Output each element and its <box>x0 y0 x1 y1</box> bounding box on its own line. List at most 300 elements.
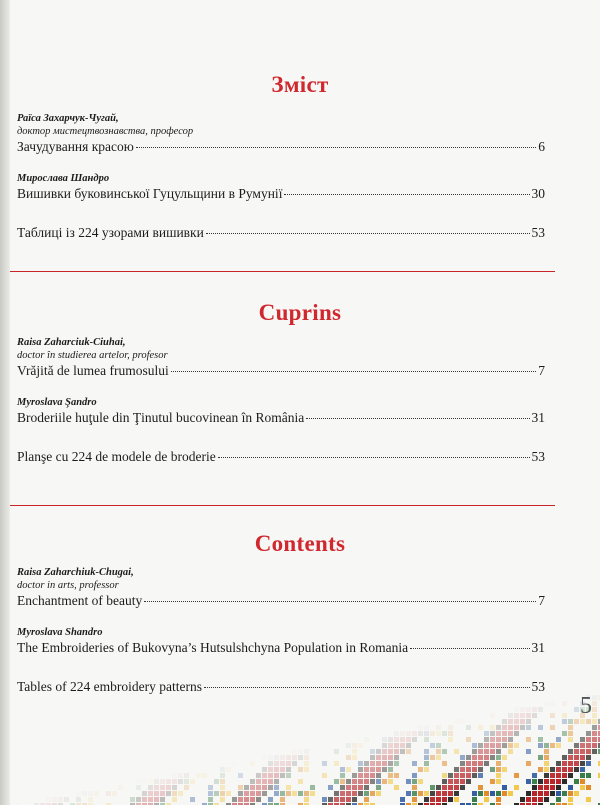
stitch-cell <box>376 749 381 754</box>
stitch-cell <box>484 797 489 802</box>
stitch-cell <box>352 749 357 754</box>
stitch-cell <box>190 779 195 784</box>
stitch-cell <box>478 767 483 772</box>
stitch-cell <box>394 761 399 766</box>
stitch-cell <box>496 749 501 754</box>
stitch-cell <box>400 731 405 736</box>
toc-line[interactable] <box>17 138 545 156</box>
stitch-cell <box>586 797 591 802</box>
toc-entry <box>0 396 600 427</box>
stitch-cell <box>472 767 477 772</box>
stitch-cell <box>328 797 333 802</box>
stitch-cell <box>136 785 141 790</box>
stitch-cell <box>172 785 177 790</box>
stitch-cell <box>478 755 483 760</box>
stitch-cell <box>436 785 441 790</box>
stitch-cell <box>256 785 261 790</box>
stitch-cell <box>562 779 567 784</box>
stitch-cell <box>544 767 549 772</box>
stitch-cell <box>526 761 531 766</box>
stitch-cell <box>280 797 285 802</box>
stitch-cell <box>520 725 525 730</box>
toc-line[interactable] <box>17 185 545 203</box>
stitch-cell <box>382 749 387 754</box>
stitch-cell <box>550 713 555 718</box>
stitch-cell <box>286 773 291 778</box>
stitch-cell <box>574 779 579 784</box>
stitch-cell <box>586 695 591 700</box>
stitch-cell <box>256 797 261 802</box>
stitch-cell <box>580 779 585 784</box>
dot-leader <box>171 371 536 372</box>
stitch-cell <box>526 779 531 784</box>
stitch-cell <box>490 743 495 748</box>
entry-author: Myroslava Shandro <box>17 627 103 638</box>
stitch-cell <box>382 779 387 784</box>
stitch-cell <box>358 791 363 796</box>
stitch-cell <box>514 731 519 736</box>
stitch-cell <box>424 731 429 736</box>
stitch-cell <box>568 797 573 802</box>
stitch-cell <box>460 767 465 772</box>
stitch-cell <box>478 791 483 796</box>
stitch-cell <box>268 797 273 802</box>
stitch-cell <box>520 797 525 802</box>
stitch-cell <box>412 731 417 736</box>
stitch-cell <box>292 749 297 754</box>
toc-line[interactable] <box>17 678 545 696</box>
stitch-cell <box>352 743 357 748</box>
stitch-cell <box>574 749 579 754</box>
stitch-cell <box>508 791 513 796</box>
stitch-cell <box>142 797 147 802</box>
stitch-cell <box>538 791 543 796</box>
stitch-cell <box>412 785 417 790</box>
stitch-cell <box>508 737 513 742</box>
stitch-cell <box>358 761 363 766</box>
stitch-cell <box>544 785 549 790</box>
stitch-cell <box>142 779 147 784</box>
stitch-cell <box>586 719 591 724</box>
stitch-cell <box>574 761 579 766</box>
stitch-cell <box>460 755 465 760</box>
stitch-cell <box>484 761 489 766</box>
entry-page: 30 <box>531 186 545 201</box>
stitch-cell <box>442 797 447 802</box>
stitch-cell <box>574 767 579 772</box>
stitch-cell <box>136 779 141 784</box>
stitch-cell <box>358 779 363 784</box>
stitch-cell <box>496 743 501 748</box>
stitch-cell <box>502 791 507 796</box>
stitch-cell <box>538 767 543 772</box>
stitch-cell <box>568 737 573 742</box>
stitch-cell <box>304 749 309 754</box>
stitch-cell <box>388 755 393 760</box>
section-heading: Зміст <box>271 72 329 97</box>
stitch-cell <box>490 713 495 718</box>
stitch-cell <box>364 737 369 742</box>
stitch-cell <box>586 749 591 754</box>
stitch-cell <box>166 791 171 796</box>
stitch-cell <box>496 791 501 796</box>
stitch-cell <box>454 785 459 790</box>
dot-leader <box>306 418 529 419</box>
stitch-cell <box>496 767 501 772</box>
stitch-cell <box>250 791 255 796</box>
entry-title: The Embroideries of Bukovyna’s Hutsulshchyna Population in Romania <box>17 640 409 655</box>
toc-entry <box>0 112 600 156</box>
stitch-cell <box>148 791 153 796</box>
stitch-cell <box>442 773 447 778</box>
entry-author: Мирослава Шандро <box>17 173 110 184</box>
stitch-cell <box>406 743 411 748</box>
stitch-cell <box>406 791 411 796</box>
stitch-cell <box>256 779 261 784</box>
stitch-cell <box>496 755 501 760</box>
stitch-cell <box>250 797 255 802</box>
toc-entry <box>0 626 600 657</box>
stitch-cell <box>580 773 585 778</box>
stitch-cell <box>262 785 267 790</box>
stitch-cell <box>448 791 453 796</box>
stitch-cell <box>412 791 417 796</box>
stitch-cell <box>556 785 561 790</box>
stitch-cell <box>82 791 87 796</box>
stitch-cell <box>430 791 435 796</box>
stitch-cell <box>574 719 579 724</box>
stitch-cell <box>484 749 489 754</box>
stitch-cell <box>304 761 309 766</box>
stitch-cell <box>490 755 495 760</box>
stitch-cell <box>364 785 369 790</box>
stitch-cell <box>352 755 357 760</box>
stitch-cell <box>394 755 399 760</box>
embroidery-pattern-image <box>10 695 600 805</box>
stitch-cell <box>514 713 519 718</box>
stitch-cell <box>454 749 459 754</box>
toc-entry <box>0 224 600 242</box>
entry-author: Myroslava Şandro <box>17 397 97 408</box>
stitch-cell <box>556 773 561 778</box>
stitch-cell <box>538 725 543 730</box>
stitch-cell <box>88 797 93 802</box>
stitch-cell <box>232 761 237 766</box>
stitch-cell <box>550 779 555 784</box>
stitch-cell <box>484 737 489 742</box>
stitch-cell <box>244 785 249 790</box>
toc-line[interactable] <box>17 362 545 380</box>
stitch-cell <box>334 749 339 754</box>
stitch-cell <box>442 779 447 784</box>
stitch-cell <box>262 773 267 778</box>
stitch-cell <box>424 767 429 772</box>
stitch-cell <box>232 797 237 802</box>
entry-title: Planşe cu 224 de modele de broderie <box>17 449 216 464</box>
stitch-cell <box>196 773 201 778</box>
stitch-cell <box>424 755 429 760</box>
stitch-cell <box>220 773 225 778</box>
stitch-cell <box>424 749 429 754</box>
stitch-cell <box>166 785 171 790</box>
stitch-cell <box>562 701 567 706</box>
stitch-cell <box>346 791 351 796</box>
toc-line[interactable] <box>17 592 545 610</box>
stitch-cell <box>352 785 357 790</box>
stitch-cell <box>550 767 555 772</box>
stitch-cell <box>478 743 483 748</box>
stitch-cell <box>244 797 249 802</box>
stitch-cell <box>514 725 519 730</box>
stitch-cell <box>562 761 567 766</box>
stitch-cell <box>376 791 381 796</box>
stitch-cell <box>160 785 165 790</box>
entry-role: doctor in arts, professor <box>17 580 119 591</box>
stitch-cell <box>376 767 381 772</box>
stitch-cell <box>238 797 243 802</box>
toc-entry <box>0 336 600 380</box>
stitch-cell <box>532 707 537 712</box>
stitch-cell <box>568 785 573 790</box>
stitch-cell <box>454 779 459 784</box>
stitch-cell <box>286 755 291 760</box>
stitch-cell <box>520 719 525 724</box>
stitch-cell <box>238 791 243 796</box>
stitch-cell <box>166 779 171 784</box>
entry-author: Raisa Zaharciuk-Ciuhai, <box>17 337 126 348</box>
stitch-cell <box>532 785 537 790</box>
stitch-cell <box>280 773 285 778</box>
stitch-cell <box>322 797 327 802</box>
stitch-cell <box>568 773 573 778</box>
entry-title: Зачудування красою <box>17 139 134 154</box>
entry-page: 53 <box>531 225 545 240</box>
stitch-cell <box>442 761 447 766</box>
stitch-cell <box>340 791 345 796</box>
stitch-cell <box>592 731 597 736</box>
stitch-cell <box>76 791 81 796</box>
stitch-cell <box>430 755 435 760</box>
stitch-cell <box>268 785 273 790</box>
stitch-cell <box>172 791 177 796</box>
stitch-cell <box>544 743 549 748</box>
stitch-cell <box>88 791 93 796</box>
stitch-cell <box>448 731 453 736</box>
stitch-cell <box>424 797 429 802</box>
stitch-cell <box>370 755 375 760</box>
stitch-cell <box>586 707 591 712</box>
section-heading: Contents <box>254 531 346 556</box>
stitch-cell <box>382 743 387 748</box>
stitch-cell <box>580 749 585 754</box>
stitch-cell <box>136 797 141 802</box>
stitch-cell <box>448 779 453 784</box>
stitch-cell <box>274 791 279 796</box>
stitch-cell <box>478 761 483 766</box>
stitch-cell <box>376 779 381 784</box>
stitch-cell <box>202 773 207 778</box>
stitch-cell <box>544 773 549 778</box>
stitch-cell <box>364 779 369 784</box>
stitch-cell <box>226 767 231 772</box>
stitch-cell <box>466 755 471 760</box>
stitch-cell <box>160 779 165 784</box>
toc-line[interactable] <box>17 448 545 466</box>
stitch-cell <box>478 749 483 754</box>
stitch-cell <box>388 749 393 754</box>
stitch-cell <box>412 797 417 802</box>
stitch-cell <box>460 785 465 790</box>
stitch-cell <box>472 749 477 754</box>
stitch-cell <box>346 755 351 760</box>
stitch-cell <box>580 701 585 706</box>
stitch-cell <box>574 755 579 760</box>
stitch-cell <box>346 767 351 772</box>
stitch-cell <box>268 779 273 784</box>
stitch-cell <box>568 767 573 772</box>
stitch-cell <box>172 797 177 802</box>
stitch-cell <box>388 779 393 784</box>
stitch-cell <box>580 713 585 718</box>
dot-leader <box>204 687 530 688</box>
stitch-cell <box>340 797 345 802</box>
stitch-cell <box>244 791 249 796</box>
stitch-cell <box>568 719 573 724</box>
stitch-cell <box>454 791 459 796</box>
entry-page: 7 <box>538 593 545 608</box>
stitch-cell <box>418 725 423 730</box>
stitch-cell <box>46 797 51 802</box>
stitch-cell <box>382 737 387 742</box>
stitch-cell <box>148 785 153 790</box>
stitch-cell <box>94 791 99 796</box>
stitch-cell <box>586 737 591 742</box>
stitch-cell <box>298 767 303 772</box>
stitch-cell <box>502 719 507 724</box>
stitch-cell <box>208 797 213 802</box>
stitch-cell <box>586 731 591 736</box>
stitch-cell <box>490 749 495 754</box>
stitch-cell <box>592 743 597 748</box>
stitch-cell <box>562 755 567 760</box>
stitch-cell <box>502 767 507 772</box>
toc-line[interactable] <box>17 639 545 657</box>
stitch-cell <box>544 755 549 760</box>
stitch-cell <box>334 761 339 766</box>
stitch-cell <box>502 725 507 730</box>
stitch-cell <box>490 791 495 796</box>
stitch-cell <box>442 791 447 796</box>
stitch-cell <box>592 713 597 718</box>
stitch-cell <box>352 773 357 778</box>
entry-title: Vrăjită de lumea frumosului <box>17 363 169 378</box>
stitch-cell <box>550 791 555 796</box>
stitch-cell <box>394 731 399 736</box>
stitch-cell <box>304 755 309 760</box>
stitch-cell <box>340 773 345 778</box>
stitch-cell <box>172 779 177 784</box>
stitch-cell <box>556 767 561 772</box>
stitch-cell <box>400 737 405 742</box>
stitch-cell <box>460 773 465 778</box>
stitch-cell <box>538 755 543 760</box>
entry-title: Вишивки буковинської Гуцульщини в Румунії <box>17 186 283 201</box>
stitch-cell <box>580 767 585 772</box>
stitch-cell <box>322 773 327 778</box>
stitch-cell <box>592 695 597 700</box>
stitch-cell <box>376 755 381 760</box>
stitch-cell <box>514 707 519 712</box>
stitch-cell <box>394 737 399 742</box>
stitch-cell <box>406 737 411 742</box>
stitch-cell <box>544 761 549 766</box>
stitch-cell <box>268 767 273 772</box>
stitch-cell <box>466 767 471 772</box>
stitch-cell <box>76 797 81 802</box>
toc-line[interactable] <box>17 224 545 242</box>
stitch-cell <box>514 743 519 748</box>
stitch-cell <box>496 731 501 736</box>
stitch-cell <box>574 791 579 796</box>
dot-leader <box>136 147 536 148</box>
stitch-cell <box>460 761 465 766</box>
stitch-cell <box>586 755 591 760</box>
stitch-cell <box>388 743 393 748</box>
stitch-cell <box>364 791 369 796</box>
stitch-cell <box>514 773 519 778</box>
stitch-cell <box>478 725 483 730</box>
stitch-cell <box>544 791 549 796</box>
stitch-cell <box>220 797 225 802</box>
stitch-cell <box>418 731 423 736</box>
stitch-cell <box>556 743 561 748</box>
stitch-cell <box>382 767 387 772</box>
toc-line[interactable] <box>17 409 545 427</box>
toc-section-romanian <box>0 300 600 466</box>
stitch-cell <box>394 743 399 748</box>
toc-section-english <box>0 531 600 696</box>
stitch-cell <box>430 785 435 790</box>
stitch-cell <box>508 719 513 724</box>
stitch-cell <box>568 731 573 736</box>
stitch-cell <box>190 797 195 802</box>
stitch-cell <box>490 767 495 772</box>
stitch-cell <box>544 749 549 754</box>
stitch-cell <box>562 791 567 796</box>
stitch-cell <box>454 797 459 802</box>
stitch-cell <box>508 743 513 748</box>
stitch-cell <box>550 785 555 790</box>
stitch-cell <box>520 707 525 712</box>
stitch-cell <box>526 713 531 718</box>
stitch-cell <box>448 797 453 802</box>
stitch-cell <box>340 785 345 790</box>
stitch-cell <box>346 779 351 784</box>
stitch-cell <box>436 725 441 730</box>
stitch-cell <box>484 731 489 736</box>
stitch-cell <box>274 773 279 778</box>
stitch-cell <box>562 719 567 724</box>
stitch-cell <box>448 785 453 790</box>
stitch-cell <box>544 701 549 706</box>
stitch-cell <box>298 779 303 784</box>
stitch-cell <box>220 779 225 784</box>
stitch-cell <box>514 785 519 790</box>
stitch-cell <box>466 779 471 784</box>
stitch-cell <box>346 743 351 748</box>
stitch-cell <box>472 755 477 760</box>
entry-page: 7 <box>538 363 545 378</box>
